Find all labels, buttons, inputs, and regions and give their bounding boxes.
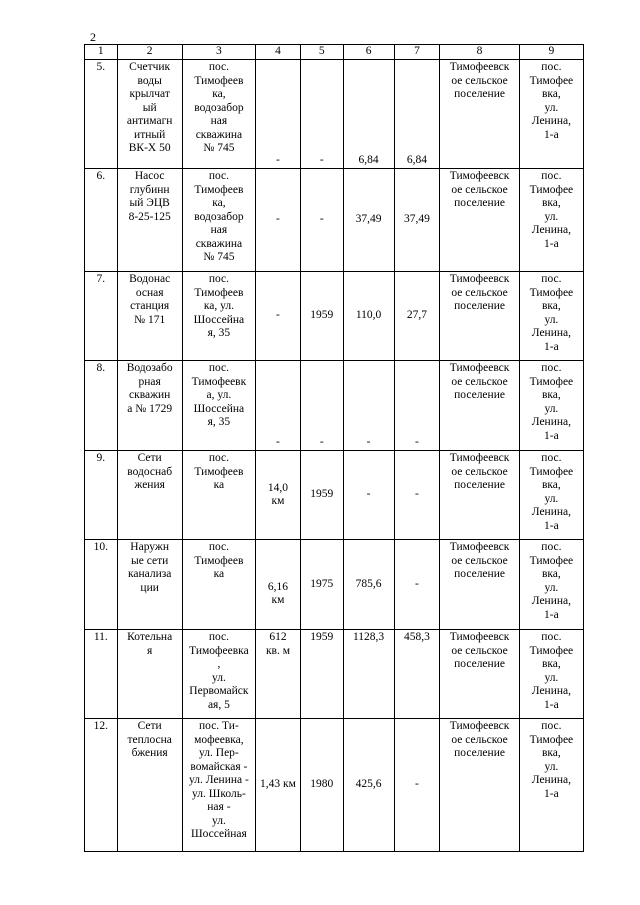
residual-cost-cell: - xyxy=(394,540,440,630)
length-cell: - xyxy=(256,272,301,361)
length-cell: 1,43 км xyxy=(256,719,301,852)
address-cell: пос. Тимофеев ка xyxy=(182,451,255,540)
owner-address-cell: пос. Тимофее вка, ул. Ленина, 1-а xyxy=(519,361,583,451)
cost-cell: 785,6 xyxy=(343,540,394,630)
address-cell: пос. Тимофеев ка, водозабор ная скважина № 745 xyxy=(182,60,255,169)
owner-address-cell: пос. Тимофее вка, ул. Ленина, 1-а xyxy=(519,630,583,719)
address-cell: пос. Тимофеев ка, водозабор ная скважина № 745 xyxy=(182,169,255,272)
object-name-cell: Котельна я xyxy=(117,630,182,719)
length-cell: 14,0 км xyxy=(256,451,301,540)
table-row xyxy=(85,451,584,540)
address-cell: пос. Тимофеев ка xyxy=(182,540,255,630)
residual-cost-cell: - xyxy=(394,451,440,540)
length-cell: 612 кв. м xyxy=(256,630,301,719)
table-row xyxy=(85,540,584,630)
residual-cost-cell: - xyxy=(394,719,440,852)
column-number-cell: 6 xyxy=(343,45,394,60)
owner-address-cell: пос. Тимофее вка, ул. Ленина, 1-а xyxy=(519,169,583,272)
column-number-cell: 8 xyxy=(440,45,519,60)
year-cell: 1959 xyxy=(300,451,343,540)
column-number-cell: 7 xyxy=(394,45,440,60)
object-name-cell: Наружн ые сети канализа ции xyxy=(117,540,182,630)
row-number-cell: 5. xyxy=(85,60,118,169)
owner-address-cell: пос. Тимофее вка, ул. Ленина, 1-а xyxy=(519,719,583,852)
owner-address-cell: пос. Тимофее вка, ул. Ленина, 1-а xyxy=(519,60,583,169)
cost-cell: 37,49 xyxy=(343,169,394,272)
row-number-cell: 11. xyxy=(85,630,118,719)
residual-cost-cell: 27,7 xyxy=(394,272,440,361)
row-number-cell: 8. xyxy=(85,361,118,451)
object-name-cell: Водонас осная станция № 171 xyxy=(117,272,182,361)
year-cell: 1980 xyxy=(300,719,343,852)
column-number-cell: 3 xyxy=(182,45,255,60)
address-cell: пос. Ти- мофеевка, ул. Пер- вомайская - ул. Ленина - ул. Школь- ная - ул. Шоссейная xyxy=(182,719,255,852)
object-name-cell: Водозабо рная скважин а № 1729 xyxy=(117,361,182,451)
cost-cell: - xyxy=(343,451,394,540)
object-name-cell: Сети теплосна бжения xyxy=(117,719,182,852)
address-cell: пос. Тимофеевка , ул. Первомайск ая, 5 xyxy=(182,630,255,719)
cost-cell: 6,84 xyxy=(343,60,394,169)
year-cell: 1959 xyxy=(300,272,343,361)
owner-cell: Тимофеевск ое сельское поселение xyxy=(440,361,519,451)
object-name-cell: Сети водоснаб жения xyxy=(117,451,182,540)
year-cell: 1975 xyxy=(300,540,343,630)
row-number-cell: 6. xyxy=(85,169,118,272)
length-cell: - xyxy=(256,361,301,451)
owner-cell: Тимофеевск ое сельское поселение xyxy=(440,540,519,630)
year-cell: - xyxy=(300,169,343,272)
cost-cell: - xyxy=(343,361,394,451)
owner-cell: Тимофеевск ое сельское поселение xyxy=(440,169,519,272)
owner-cell: Тимофеевск ое сельское поселение xyxy=(440,60,519,169)
cost-cell: 110,0 xyxy=(343,272,394,361)
column-number-cell: 4 xyxy=(256,45,301,60)
page-number: 2 xyxy=(90,30,96,44)
object-name-cell: Счетчик воды крылчат ый антимагн итный ВК-Х 50 xyxy=(117,60,182,169)
owner-cell: Тимофеевск ое сельское поселение xyxy=(440,630,519,719)
owner-address-cell: пос. Тимофее вка, ул. Ленина, 1-а xyxy=(519,451,583,540)
table-row xyxy=(85,169,584,272)
row-number-cell: 9. xyxy=(85,451,118,540)
length-cell: 6,16 км xyxy=(256,540,301,630)
owner-address-cell: пос. Тимофее вка, ул. Ленина, 1-а xyxy=(519,272,583,361)
table-row xyxy=(85,272,584,361)
column-number-cell: 9 xyxy=(519,45,583,60)
table-row xyxy=(85,361,584,451)
owner-address-cell: пос. Тимофее вка, ул. Ленина, 1-а xyxy=(519,540,583,630)
column-number-cell: 5 xyxy=(300,45,343,60)
owner-cell: Тимофеевск ое сельское поселение xyxy=(440,719,519,852)
table-row xyxy=(85,630,584,719)
cost-cell: 1128,3 xyxy=(343,630,394,719)
column-number-cell: 2 xyxy=(117,45,182,60)
address-cell: пос. Тимофеев ка, ул. Шоссейна я, 35 xyxy=(182,272,255,361)
year-cell: - xyxy=(300,361,343,451)
owner-cell: Тимофеевск ое сельское поселение xyxy=(440,272,519,361)
column-number-cell: 1 xyxy=(85,45,118,60)
cost-cell: 425,6 xyxy=(343,719,394,852)
row-number-cell: 10. xyxy=(85,540,118,630)
residual-cost-cell: 458,3 xyxy=(394,630,440,719)
column-number-row xyxy=(85,45,584,60)
table-row xyxy=(85,60,584,169)
length-cell: - xyxy=(256,169,301,272)
row-number-cell: 12. xyxy=(85,719,118,852)
residual-cost-cell: - xyxy=(394,361,440,451)
length-cell: - xyxy=(256,60,301,169)
residual-cost-cell: 6,84 xyxy=(394,60,440,169)
property-registry-table xyxy=(84,44,584,852)
row-number-cell: 7. xyxy=(85,272,118,361)
year-cell: - xyxy=(300,60,343,169)
owner-cell: Тимофеевск ое сельское поселение xyxy=(440,451,519,540)
object-name-cell: Насос глубинн ый ЭЦВ 8-25-125 xyxy=(117,169,182,272)
year-cell: 1959 xyxy=(300,630,343,719)
address-cell: пос. Тимофеевк а, ул. Шоссейна я, 35 xyxy=(182,361,255,451)
table-row xyxy=(85,719,584,852)
residual-cost-cell: 37,49 xyxy=(394,169,440,272)
